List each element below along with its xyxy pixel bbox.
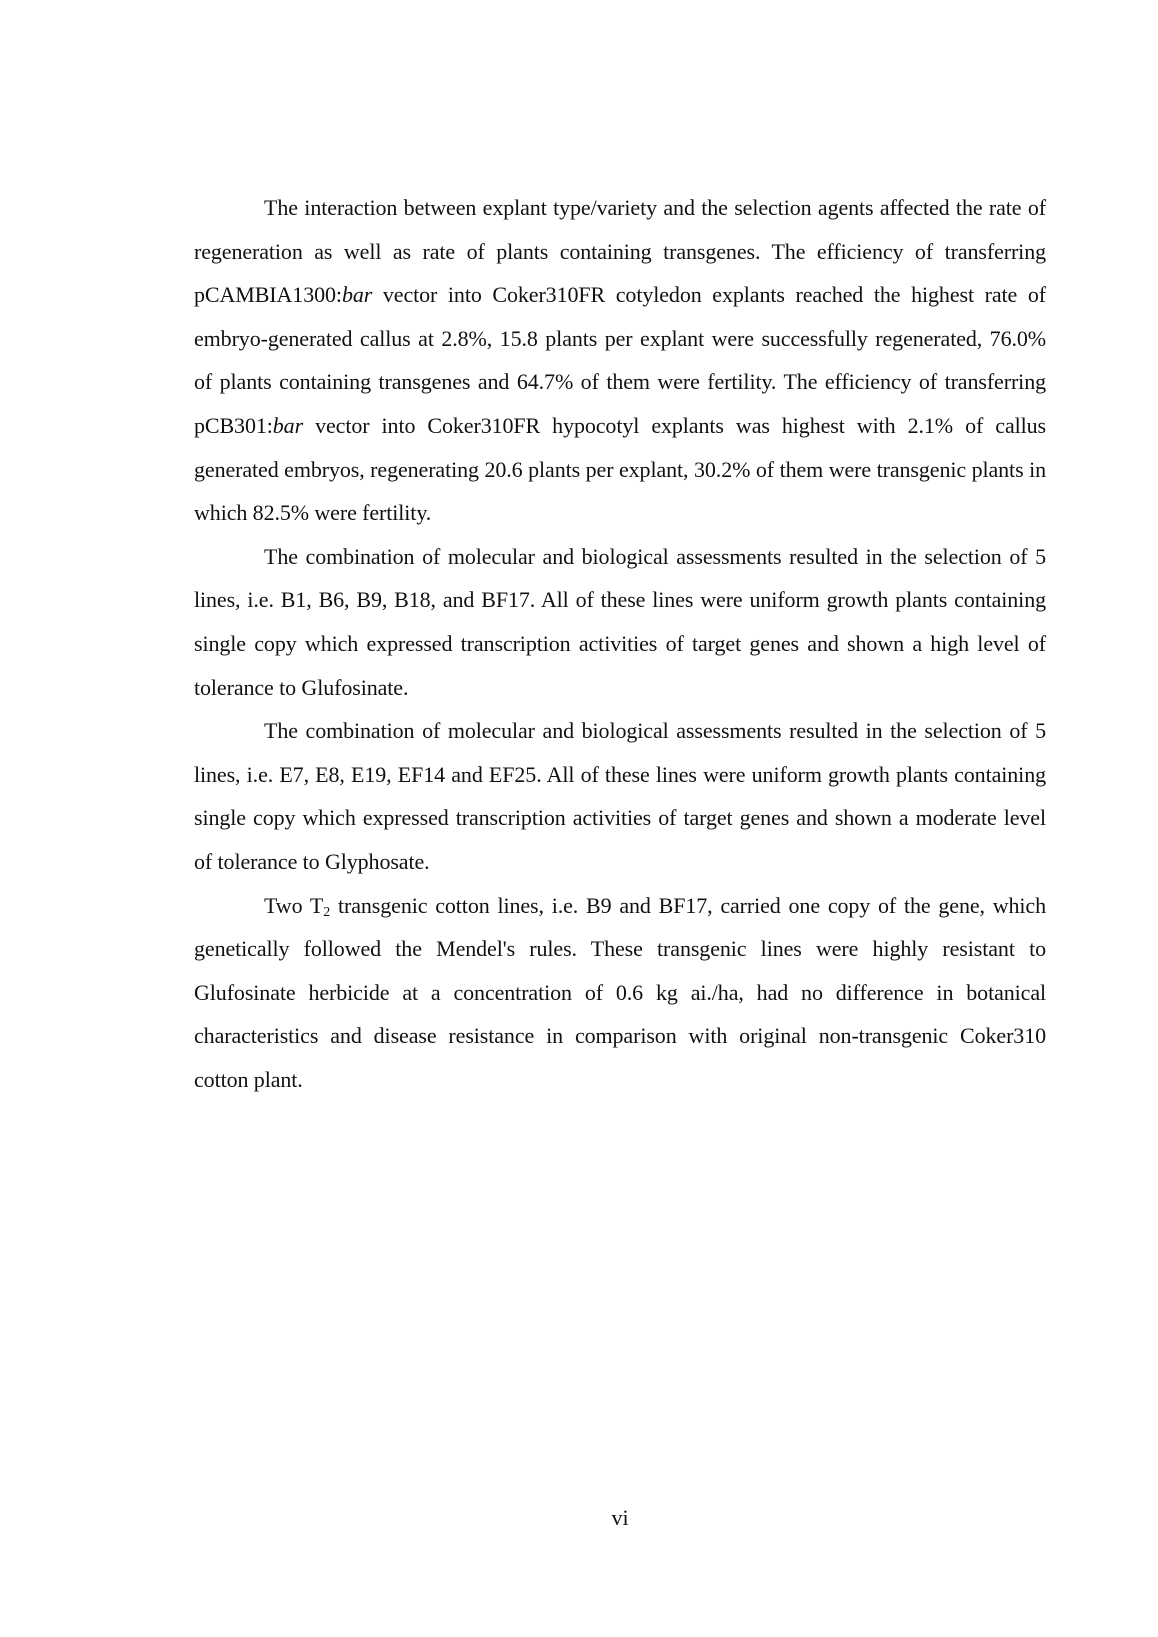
page-number: vi <box>611 1505 629 1530</box>
text-segment: The combination of molecular and biological assessments resulted in the selection of 5 lines, i.e. E7, E8, E19, EF14 and EF25. All of these lines were uniform growth plants containing single copy which expressed transcription activities of target genes and shown a moderate level of tolerance to Glyphosate. <box>194 718 1046 874</box>
document-body <box>194 186 1046 1101</box>
text-segment: The combination of molecular and biological assessments resulted in the selection of 5 lines, i.e. B1, B6, B9, B18, and BF17. All of these lines were uniform growth plants containing single copy which expressed transcription activities of target genes and shown a high level of tolerance to Glufosinate. <box>194 543 1046 700</box>
gene-name-italic: bar <box>272 412 304 438</box>
text-segment: vector into Coker310FR cotyledon explants reached the highest rate of embryo-generated callus at 2.8%, 15.8 plants per explant were successfully regenerated, 76.0% of plants containing transgenes and 64.7% of them were fertility. The efficiency of transferring pCB301: <box>194 282 1046 438</box>
text-segment: Two T <box>264 892 324 918</box>
paragraph-regeneration-efficiency <box>194 186 1046 535</box>
text-segment: transgenic cotton lines, i.e. B9 and BF17, carried one copy of the gene, which genetically followed the Mendel's rules. These transgenic lines were highly resistant to Glufosinate herbicide at a concentration of 0.6 kg ai./ha, had no difference in botanical characteristics and disease resistance in comparison with original non-transgenic Coker310 cotton plant. <box>194 892 1046 1092</box>
text-segment: vector into Coker310FR hypocotyl explants was highest with 2.1% of callus generated embryos, regenerating 20.6 plants per explant, 30.2% of them were transgenic plants in which 82.5% were fertility. <box>194 412 1046 526</box>
paragraph-glufosinate-lines <box>194 535 1046 709</box>
gene-name-italic: bar <box>341 282 373 308</box>
text-segment: The interaction between explant type/variety and the selection agents affected the rate of regeneration as well as rate of plants containing transgenes. The efficiency of transferring pCAMBIA1300: <box>194 195 1046 308</box>
paragraph-t2-lines <box>194 884 1046 1102</box>
paragraph-glyphosate-lines <box>194 709 1046 883</box>
subscript-generation: 2 <box>323 904 331 920</box>
